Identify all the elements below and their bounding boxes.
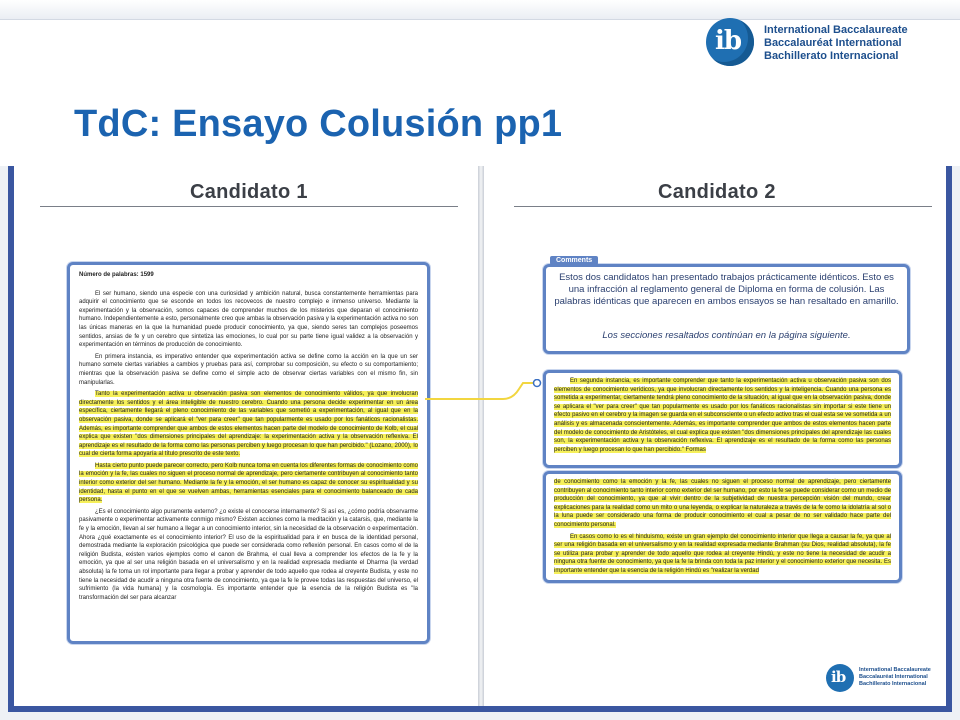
candidate-2-essay-part-1 [543,370,902,468]
essay-paragraph: ¿Es el conocimiento algo puramente externo? ¿o existe el conocerse internamente? Si así es, ¿cómo podría observarme pasivamente o experimentar activamente conmigo mismo? Existen acciones como la meditación y la catarsis, que, mediante la fe y la emoción, llevan al ser humano a llegar a un conocimiento interior, sin la necesidad de la observación o experimentación. Ahora ¿qué exactamente es el conocimiento interior? El uso de la espiritualidad para ir en busca de la identidad personal, demostrada mediante la exploración psicológica que puede ser considerada como reflexión personal. En casos como el de la religión Budista, existen varios ejemplos como el canon de Brahma, el cual lleva a comprender los efectos de la fe y la emoción, ya que al ser una religión basada en el universalismo y en la realidad expresada mediante el Dharma (la verdad absoluta) la fe toma un rol importante para llegar a probar y aprender de todo aquello que rodea al creyente Budista, y este no tiene la necesidad de acudir a ninguna otra fuente de conocimiento, ya que la fe le provee todas las respuestas del universo, el sufrimiento (la vida humana) y la cosmología. Es importante entender que la esencia de la religión Budista es "la transformación del ser para alcanzar [79,508,418,601]
slide-title: TdC: Ensayo Colusión pp1 [74,103,563,145]
frame-bottom [8,706,952,712]
ib-logo-footer-text: International Baccalaureate Baccalauréat International Bachillerato Internacional [859,667,931,687]
ib-logo-mark-small-icon: ib [826,664,854,692]
connector-line [423,379,543,403]
top-gradient-band [0,0,960,20]
ib-logo-text: International Baccalaureate Baccalauréat International Bachillerato Internacional [764,24,908,62]
essay-paragraph-highlighted: Hasta cierto punto puede parecer correcto, pero Kolb nunca toma en cuenta los diferentes formas de conocimiento como la emoción y la fe, las cuales no siguen el proceso normal de aprendizaje, pero ciertamente contribuyen al conocimiento tanto interior como exterior del ser humano. Mediante la fe y la emoción, el ser humano es capaz de conocer su espiritualidad y su identidad, hasta el punto en el que se vuelven ambas, herramientas esenciales para el conocimiento balanceado de cada persona. [79,462,418,504]
essay-paragraph-highlighted: de conocimiento como la emoción y la fe, las cuales no siguen el proceso normal de aprendizaje, pero ciertamente contribuyen al conocimiento tanto interior como exterior del ser humano, por esto la fe se puede considerar como un medio de producción del conocimiento, ya que al vivir dentro de la subjetividad de nuestra percepción visión del mundo, crear explicaciones para la realidad como un mito o una leyenda, o explicar la naturaleza a través de la fe como la idolatría al sol o la luna puede ser considerado una forma de producir conocimiento el cual a pesar de no ser validado hace parte del conocimiento personal. [554,479,891,528]
essay-paragraph: El ser humano, siendo una especie con una curiosidad y ambición natural, busca constantemente herramientas para adquirir el conocimiento que se esconde en todos los recovecos de nuestro complejo e inmenso universo. Mediante la experimentación y la observación, somos capaces de comprender muchos de los misterios que deparan el conocimiento humano. Independientemente a esto, personalmente creo que ambas la observación pasiva y la experimentación activa no son las únicas maneras en la que la humanidad puede producir conocimiento, ya que, siendo seres tan complejos poseemos sentidos, ansias de fe y un cerebro que sintetiza las emociones, lo cual por su parte tiene igual validez a la observación y experimentación en términos de producción de conocimiento. [79,290,418,349]
page-gutter [478,166,484,706]
comment-box [543,264,910,354]
divider-right [514,206,932,207]
word-count: Número de palabras: 1599 [79,272,154,278]
ib-logo-mark-icon: ib [706,18,754,66]
candidate-1-heading: Candidato 1 [190,181,308,203]
ib-logo [706,18,946,78]
comment-tab: Comments [550,256,598,265]
essay-paragraph-highlighted: En casos como lo es el hinduismo, existe un gran ejemplo del conocimiento interior que llega a causar la fe, ya que al ser una religión basada en el universalismo y en la realidad expresada mediante Brahman (su Dios, realidad absoluta), la fe se utiliza para probar y aprender de todo aquello que rodea al creyente Hindú, y este no tiene la necesidad de acudir a ninguna otra fuente de conocimiento, ya que la fe la brinda con toda la paz interior y el conocimiento exterior que necesita. Es importante entender que la esencia de la religión Hindú es "realizar la verdad [554,533,891,574]
frame-left [8,166,14,712]
essay-paragraph-highlighted: Tanto la experimentación activa u observación pasiva son elementos de conocimiento válidos, ya que involucran directamente los sentidos y el área inteligible de nuestro cerebro. Cuando una persona decide experimentar en un área específica, ciertamente llegará el pleno conocimiento de las variables que sometió a experimentación, al igual que en la observación pasiva, donde se aplicará el "ver para creer" que tan popularmente es usado por los fanáticos racionalistas. Además, es importante comprender que ambos de estos elementos hacen parte del modelo de conocimiento de Kolb, el cual explica que existen "dos dimensiones principales del aprendizaje: la experimentación activa y la observación reflexiva. El aprendizaje es el resultado de la forma como las personas perciben y luego procesan lo que han percibido." (Lozano, 2000), lo cual de cierta forma apoyaría al título prescrito de este texto. [79,391,418,458]
candidate-2-essay-part-2 [543,471,902,583]
frame-right [946,166,952,712]
divider-left [40,206,458,207]
candidate-1-essay [67,262,430,644]
essay-paragraph: En primera instancia, es imperativo entender que experimentación activa se define como la acción en la que un ser humano somete ciertas variables a cambios y pruebas para así, comprobar su composición, su efecto o su comportamiento; mientras que la observación pasiva se define como el simple acto de observar ciertas variables con el mismo fin, sin manipularlas. [79,353,418,386]
candidate-2-heading: Candidato 2 [658,181,776,203]
comment-text: Estos dos candidatos han presentado trabajos prácticamente idénticos. Esto es una infracción al reglamento general de Diploma en forma de colusión. Las palabras idénticas que aparecen en ambos ensayos se han resaltado en amarillo. [554,272,899,308]
ib-logo-footer [826,664,946,704]
essay-paragraph-highlighted: En segunda instancia, es importante comprender que tanto la experimentación activa u observación pasiva son dos elementos de conocimiento verídicos, ya que involucran directamente los sentidos y la inteligencia. Cuando una persona es sometida a experimentar, ciertamente tendrá pleno conocimiento de la situación, al igual que en la observación pasiva, donde se aplicara el "ver para creer" que tan popularmente es usado por los fanáticos racionalistas sin importar si este tiene un efecto pasivo en el cerebro y la imagen se guarda en el subconsciente o un efecto activo tras el cual esta se ve sometida a un análisis y es almacenada conscientemente. Además, es importante comprender que ambos de estos elementos hacen parte del modelo de conocimiento de Aristóteles, el cual explica que existen "dos dimensiones principales del aprendizaje las cuales son, la experimentación activa y la observación reflexiva. El aprendizaje es el resultado de la forma como las personas perciben y luego procesan lo que han percibido." Formas [554,378,891,453]
comment-note: Los secciones resaltados continúan en la página siguiente. [602,330,851,341]
